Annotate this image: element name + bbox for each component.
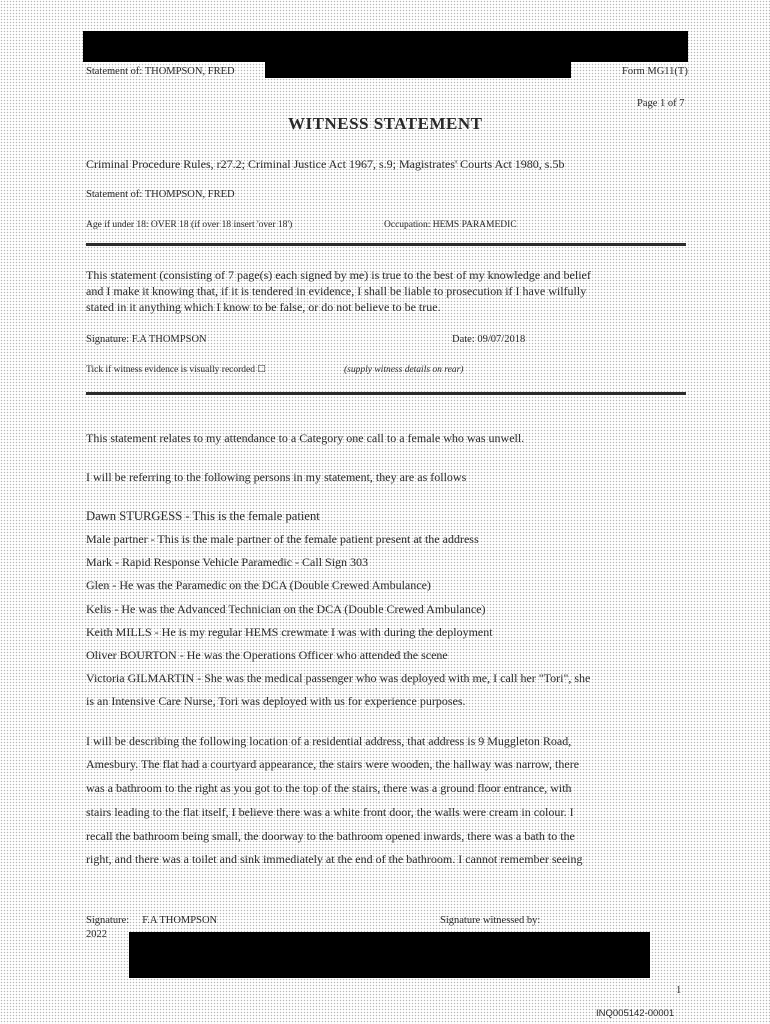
- location-line-6: right, and there was a toilet and sink immediately at the end of the bathroom. I cannot remember seeing: [86, 852, 583, 866]
- declaration-line-2: and I make it knowing that, if it is tendered in evidence, I shall be liable to prosecution if I have wilfully: [86, 284, 587, 298]
- footer-year: 2022: [86, 929, 107, 940]
- document-reference: INQ005142-00001: [596, 1008, 675, 1019]
- redaction-footer: [129, 932, 650, 978]
- person-line-9: is an Intensive Care Nurse, Tori was deployed with us for experience purposes.: [86, 694, 466, 708]
- document-title: WITNESS STATEMENT: [288, 114, 483, 133]
- occupation: Occupation: HEMS PARAMEDIC: [384, 220, 517, 230]
- location-line-5: recall the bathroom being small, the doorway to the bathroom opened inwards, there was a bath to the: [86, 829, 575, 843]
- location-line-4: stairs leading to the flat itself, I believe there was a white front door, the walls were cream in colour. I: [86, 805, 574, 819]
- header-statement-of: Statement of: THOMPSON, FRED: [86, 66, 235, 77]
- declaration-line-3: stated in it anything which I know to be false, or do not believe to be true.: [86, 300, 441, 314]
- location-line-3: was a bathroom to the right as you got to the top of the stairs, there was a ground floor entrance, with: [86, 781, 572, 795]
- person-line-6: Keith MILLS - He is my regular HEMS crewmate I was with during the deployment: [86, 625, 493, 639]
- person-line-1: Dawn STURGESS - This is the female patient: [86, 509, 320, 523]
- redaction-header-name: [265, 60, 571, 78]
- age-line: Age if under 18: OVER 18 (if over 18 insert 'over 18'): [86, 220, 293, 230]
- person-line-7: Oliver BOURTON - He was the Operations Officer who attended the scene: [86, 648, 448, 662]
- person-line-8: Victoria GILMARTIN - She was the medical passenger who was deployed with me, I call her "Tori", she: [86, 671, 591, 685]
- location-line-1: I will be describing the following location of a residential address, that address is 9 Muggleton Road,: [86, 734, 572, 748]
- person-line-2: Male partner - This is the male partner of the female patient present at the address: [86, 532, 479, 546]
- rules-line: Criminal Procedure Rules, r27.2; Criminal Justice Act 1967, s.9; Magistrates' Courts Act 1980, s.5b: [86, 157, 565, 171]
- supply-note: (supply witness details on rear): [344, 365, 464, 375]
- footer-page-number: 1: [676, 985, 682, 996]
- footer-signature: Signature: F.A THOMPSON: [86, 915, 218, 926]
- footer-witnessed: Signature witnessed by:: [440, 915, 541, 926]
- divider-top: [86, 243, 686, 246]
- person-line-3: Mark - Rapid Response Vehicle Paramedic - Call Sign 303: [86, 555, 369, 569]
- divider-bottom: [86, 392, 686, 395]
- referring-paragraph: I will be referring to the following persons in my statement, they are as follows: [86, 470, 467, 484]
- intro-paragraph: This statement relates to my attendance to a Category one call to a female who was unwell.: [86, 431, 525, 445]
- person-line-4: Glen - He was the Paramedic on the DCA (Double Crewed Ambulance): [86, 578, 431, 592]
- location-line-2: Amesbury. The flat had a courtyard appearance, the stairs were wooden, the hallway was narrow, there: [86, 757, 580, 771]
- statement-of: Statement of: THOMPSON, FRED: [86, 189, 235, 200]
- date-line: Date: 09/07/2018: [452, 334, 526, 345]
- header-form: Form MG11(T): [622, 66, 688, 77]
- redaction-top: [83, 31, 688, 62]
- declaration-line-1: This statement (consisting of 7 page(s) each signed by me) is true to the best of my knowledge and belief: [86, 268, 591, 282]
- person-line-5: Kelis - He was the Advanced Technician on the DCA (Double Crewed Ambulance): [86, 602, 486, 616]
- header-page: Page 1 of 7: [637, 98, 685, 109]
- tick-line: Tick if witness evidence is visually recorded ☐: [86, 365, 266, 375]
- signature-line: Signature: F.A THOMPSON: [86, 334, 207, 345]
